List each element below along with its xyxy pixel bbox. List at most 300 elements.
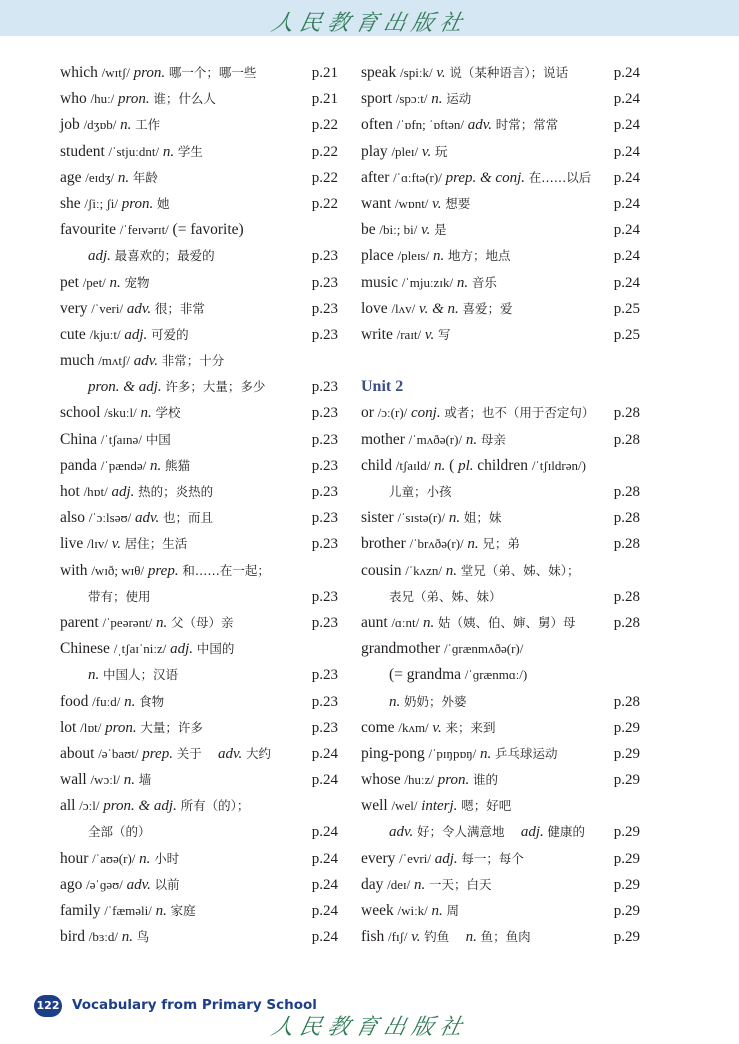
headword: mother — [361, 430, 405, 448]
headword: panda — [60, 456, 98, 474]
part-of-speech: v. — [432, 719, 442, 736]
definition: 关于 — [176, 745, 215, 761]
definition: 周 — [446, 903, 460, 918]
headword: sport — [361, 90, 392, 108]
vocab-entry — [361, 505, 640, 531]
definition: 兄；弟 — [482, 536, 520, 552]
definition: 学生 — [177, 143, 203, 159]
definition: 也；而且 — [163, 510, 214, 526]
vocab-entry — [361, 793, 640, 819]
vocab-entry — [361, 689, 640, 715]
definition: 父（母）亲 — [171, 614, 234, 630]
definition: 学校 — [155, 405, 181, 421]
vocab-entry — [60, 610, 338, 636]
headword: very — [60, 299, 88, 317]
part-of-speech: n. — [117, 169, 130, 186]
part-of-speech: adj. — [170, 641, 194, 658]
page-reference: p.22 — [311, 169, 338, 186]
headword: child — [361, 456, 392, 474]
page-reference: p.29 — [613, 745, 640, 762]
phonetic: /spɔːt/ — [395, 91, 428, 107]
footer-title: Vocabulary from Primary School — [72, 997, 317, 1013]
headword: (= grandma — [389, 666, 462, 684]
vocab-entry — [60, 898, 338, 924]
part-of-speech: prep. — [147, 562, 179, 579]
vocab-entry — [361, 86, 640, 112]
vocab-entry — [60, 531, 338, 557]
headword: well — [361, 797, 388, 815]
vocab-entry — [60, 322, 338, 348]
phonetic: /ɔːl/ — [79, 798, 100, 814]
part-of-speech: prep. & conj. — [445, 169, 525, 186]
publisher-logo-footer: 人民教育出版社 — [268, 1015, 471, 1040]
vocab-entry — [60, 689, 338, 715]
headword: favourite — [60, 221, 116, 239]
vocab-entry — [361, 60, 640, 86]
definition: 乒乓球运动 — [495, 745, 558, 761]
phonetic: /fuːd/ — [92, 693, 121, 709]
definition: 大量；许多 — [140, 719, 203, 735]
part-of-speech: adj. — [88, 248, 111, 265]
vocab-entry — [60, 662, 338, 688]
page-reference: p.29 — [613, 719, 640, 736]
definition: 许多；大量；多少 — [165, 379, 266, 395]
phonetic: /wɪtʃ/ — [101, 65, 130, 80]
headword: food — [60, 692, 89, 710]
vocab-entry — [60, 243, 338, 269]
definition: 说（某种语言）；说话 — [449, 65, 569, 80]
page-reference: p.24 — [311, 903, 338, 919]
vocab-entry — [361, 558, 640, 584]
page-reference: p.23 — [311, 536, 338, 553]
definition: 小时 — [154, 850, 180, 866]
definition: 墙 — [138, 772, 152, 788]
page-reference: p.23 — [311, 274, 338, 291]
headword: whose — [361, 771, 401, 789]
part-of-speech: adj. — [520, 824, 544, 841]
part-of-speech: n. — [150, 457, 162, 474]
page-reference: p.24 — [311, 876, 338, 893]
phonetic: /ˈɡrænmʌðə(r)/ — [443, 641, 524, 657]
phonetic: /pet/ — [82, 274, 106, 290]
page-reference: p.21 — [311, 65, 338, 81]
headword: who — [60, 90, 87, 108]
headword: speak — [361, 64, 397, 81]
phonetic: /wɔːl/ — [90, 772, 121, 788]
headword: play — [361, 142, 388, 160]
page-reference: p.23 — [311, 457, 338, 474]
definition: 姐；妹 — [463, 510, 502, 526]
part-of-speech: adv. — [133, 353, 159, 370]
part-of-speech: n. — [389, 693, 401, 710]
headword: grandmother — [361, 640, 441, 658]
part-of-speech: pron. — [118, 91, 150, 108]
headword: day — [361, 875, 384, 893]
vocab-entry — [60, 872, 338, 898]
part-of-speech: n. — [155, 903, 167, 919]
page-reference: p.23 — [311, 588, 338, 605]
definition: 一天；白天 — [429, 876, 492, 892]
phonetic: /huː/ — [90, 91, 115, 107]
page-reference: p.22 — [311, 117, 338, 134]
page-reference: p.29 — [613, 824, 640, 841]
headword: (= favorite) — [172, 221, 244, 239]
definition: 地方；地点 — [447, 248, 511, 264]
definition: 好；令人满意地 — [417, 824, 518, 840]
page-reference: p.23 — [311, 326, 338, 343]
definition: 表兄（弟、姊、妹） — [389, 588, 502, 604]
definition: 中国的 — [196, 641, 235, 657]
definition: 最喜欢的；最爱的 — [114, 248, 215, 264]
part-of-speech: adv. — [389, 824, 414, 841]
headword: be — [361, 221, 376, 239]
part-of-speech: adv. — [126, 876, 151, 893]
phonetic: /ˈbrʌðə(r)/ — [409, 536, 464, 552]
phonetic: /ˈpeərənt/ — [102, 614, 153, 630]
phonetic: /eɪdʒ/ — [85, 169, 115, 185]
phonetic: /pleɪs/ — [397, 248, 430, 264]
headword: love — [361, 299, 388, 317]
headword: age — [60, 168, 82, 186]
part-of-speech: n. — [465, 431, 478, 448]
phonetic: /kjuːt/ — [89, 326, 121, 342]
headword: job — [60, 116, 80, 134]
page-reference: p.23 — [311, 484, 338, 500]
part-of-speech: pron. — [133, 65, 166, 81]
unit-heading: Unit 2 — [361, 378, 404, 396]
vocab-entry — [60, 191, 338, 217]
definition: 奶奶；外婆 — [404, 693, 467, 709]
definition: 钓鱼 — [424, 929, 462, 945]
phonetic: /əˈbaʊt/ — [98, 745, 139, 761]
vocab-entry — [60, 636, 338, 662]
headword: she — [60, 194, 81, 212]
vocab-entry — [361, 741, 640, 767]
headword: with — [60, 561, 88, 579]
page-reference: p.23 — [311, 379, 338, 396]
phonetic: /fɪʃ/ — [388, 929, 408, 945]
headword: school — [60, 404, 101, 422]
vocab-entry — [361, 636, 640, 662]
vocab-entry — [60, 479, 338, 505]
vocab-entry — [60, 427, 338, 453]
part-of-speech: v. — [421, 143, 432, 160]
page-reference: p.24 — [311, 745, 338, 762]
part-of-speech: v. & n. — [419, 300, 459, 317]
headword: cousin — [361, 561, 402, 579]
phonetic: /ˈmʌðə(r)/ — [408, 431, 463, 447]
phonetic: /ˈstjuːdnt/ — [108, 143, 160, 159]
vocab-entry — [361, 165, 640, 191]
definition: 工作 — [135, 117, 161, 133]
vocab-entry — [361, 924, 640, 950]
definition: 运动 — [446, 91, 472, 107]
part-of-speech: prep. — [142, 745, 173, 762]
phonetic: /wɒnt/ — [394, 195, 429, 211]
page-reference: p.28 — [613, 510, 640, 527]
phonetic: /ˈpændə/ — [100, 457, 147, 473]
headword: student — [60, 142, 105, 160]
phonetic: /tʃaɪld/ — [395, 457, 431, 473]
headword: every — [361, 849, 396, 867]
vocab-entry — [361, 139, 640, 165]
part-of-speech: v. — [421, 222, 431, 239]
part-of-speech: n. — [434, 457, 446, 474]
phonetic: /ˈkʌzn/ — [405, 562, 443, 578]
page-reference: p.28 — [613, 693, 640, 710]
phonetic: /ˈtʃaɪnə/ — [100, 431, 142, 447]
vocab-entry — [60, 270, 338, 296]
definition: 热的；炎热的 — [138, 484, 214, 499]
definition: 写 — [437, 326, 451, 342]
headword: place — [361, 247, 394, 265]
part-of-speech: n. — [156, 614, 168, 631]
headword: live — [60, 535, 84, 553]
page-reference: p.28 — [613, 614, 640, 631]
definition: 鸟 — [136, 929, 150, 945]
headword: all — [60, 797, 76, 815]
headword: cute — [60, 325, 86, 343]
vocab-entry — [361, 767, 640, 793]
definition: 家庭 — [170, 903, 196, 918]
page-reference: p.24 — [613, 248, 640, 265]
headword: fish — [361, 928, 385, 946]
part-of-speech: interj. — [421, 798, 458, 815]
vocab-entry — [361, 322, 640, 348]
phonetic: /kʌm/ — [398, 719, 429, 735]
vocab-column-left — [60, 60, 338, 950]
page-reference: p.24 — [311, 824, 338, 841]
phonetic: /deɪ/ — [387, 876, 411, 892]
definition: 所有（的）； — [180, 798, 250, 814]
phonetic: /ˈveri/ — [91, 300, 124, 316]
phonetic: /ˈsɪstə(r)/ — [397, 510, 446, 526]
definition: 在……以后 — [528, 169, 592, 185]
definition: 非常；十分 — [161, 353, 225, 369]
page-reference: p.29 — [613, 929, 640, 946]
headword: Chinese — [60, 640, 110, 658]
part-of-speech: adv. — [218, 745, 243, 762]
section-heading — [361, 374, 640, 400]
page-reference: p.24 — [613, 65, 640, 81]
vocab-entry — [361, 872, 640, 898]
page-reference: p.22 — [311, 195, 338, 212]
headword: which — [60, 64, 98, 81]
definition: 居住；生活 — [124, 536, 188, 552]
page-reference: p.24 — [613, 195, 640, 212]
definition: 带有；使用 — [88, 588, 151, 604]
definition: 食物 — [139, 693, 165, 709]
phonetic: /ˈmjuːzɪk/ — [401, 274, 454, 290]
definition: 每一；每个 — [461, 850, 524, 866]
headword: China — [60, 430, 98, 448]
vocab-entry — [60, 924, 338, 950]
page-reference: p.23 — [311, 719, 338, 736]
page-reference: p.23 — [311, 693, 338, 710]
vocab-entry — [60, 139, 338, 165]
vocab-entry — [60, 296, 338, 322]
phonetic: /ˈɡrænmɑː/) — [464, 667, 528, 683]
definition: 健康的 — [547, 824, 585, 840]
page-reference: p.29 — [613, 903, 640, 919]
vocab-entry — [361, 846, 640, 872]
page-reference: p.28 — [613, 484, 640, 500]
headword: hour — [60, 849, 89, 867]
phonetic: /ˈɔːlsəʊ/ — [88, 510, 132, 526]
phonetic: /ˈɑːftə(r)/ — [393, 169, 442, 185]
definition: 是 — [434, 222, 447, 238]
part-of-speech: adj. — [111, 484, 135, 500]
headword: or — [361, 404, 374, 422]
headword: much — [60, 352, 95, 370]
vocab-entry — [361, 427, 640, 453]
phonetic: /lʌv/ — [391, 300, 416, 316]
vocab-entry — [361, 217, 640, 243]
headword: ago — [60, 875, 83, 893]
definition: 年龄 — [132, 169, 158, 185]
part-of-speech: n. — [432, 248, 445, 265]
headword: hot — [60, 483, 80, 500]
part-of-speech: n. — [422, 614, 435, 631]
headword: aunt — [361, 613, 388, 631]
vocab-entry — [60, 846, 338, 872]
definition: 谁；什么人 — [153, 91, 216, 107]
page-reference: p.24 — [613, 143, 640, 160]
page-reference: p.28 — [613, 405, 640, 422]
page-reference: p.24 — [613, 91, 640, 108]
part-of-speech: n. — [123, 772, 136, 789]
part-of-speech: n. — [140, 405, 152, 422]
definition: 谁的 — [473, 772, 499, 788]
headword: bird — [60, 928, 85, 946]
vocab-entry — [361, 898, 640, 924]
page-reference: p.24 — [613, 274, 640, 291]
phonetic: /lɪv/ — [87, 536, 108, 552]
phonetic: /əˈɡəʊ/ — [86, 876, 123, 892]
vocab-entry — [60, 165, 338, 191]
page-reference: p.25 — [613, 326, 640, 343]
part-of-speech: n. — [431, 903, 443, 919]
definition: 鱼；鱼肉 — [480, 929, 531, 945]
vocab-entry — [361, 479, 640, 505]
page-reference: p.23 — [311, 405, 338, 422]
vocab-entry — [60, 558, 338, 584]
vocab-entry — [60, 584, 338, 610]
headword: after — [361, 168, 390, 186]
vocab-entry — [60, 86, 338, 112]
part-of-speech: n. — [124, 693, 136, 710]
definition: 她 — [157, 195, 170, 211]
phonetic: /ʃiː; ʃi/ — [84, 195, 119, 211]
vocab-entry — [60, 374, 338, 400]
part-of-speech: adv. — [134, 510, 160, 527]
part-of-speech: conj. — [411, 405, 441, 422]
definition: 熊猫 — [165, 457, 191, 473]
page-number-badge: 122 — [34, 995, 62, 1017]
phonetic: /ˈfeɪvərɪt/ — [119, 222, 169, 238]
part-of-speech: v. — [432, 195, 442, 212]
part-of-speech: adv. — [126, 300, 152, 317]
part-of-speech: n. — [121, 929, 134, 946]
part-of-speech: n. — [456, 274, 469, 291]
part-of-speech: v. — [424, 326, 435, 343]
vocab-entry — [60, 767, 338, 793]
definition: 时常；常常 — [495, 117, 559, 133]
part-of-speech: n. — [480, 745, 492, 762]
part-of-speech: adj. — [434, 850, 458, 867]
phonetic: /biː; bi/ — [379, 222, 418, 238]
headword: brother — [361, 535, 406, 553]
headword: ( — [449, 456, 455, 474]
page-reference: p.21 — [311, 91, 338, 108]
phonetic: /dʒɒb/ — [83, 117, 117, 133]
phonetic: /lɒt/ — [80, 719, 102, 735]
page-reference: p.23 — [311, 510, 338, 527]
phonetic: /mʌtʃ/ — [98, 353, 130, 369]
page-reference: p.24 — [311, 929, 338, 946]
page-reference: p.25 — [613, 300, 640, 317]
headword: music — [361, 273, 399, 291]
phonetic: /ˈfæməli/ — [104, 903, 152, 918]
part-of-speech: n. — [120, 117, 132, 134]
headword: come — [361, 718, 395, 736]
definition: 母亲 — [480, 431, 506, 447]
headword: sister — [361, 509, 394, 527]
phonetic: /ɑːnt/ — [391, 614, 420, 630]
definition: 宠物 — [124, 274, 150, 290]
definition: 姑（姨、伯、婶、舅）母 — [437, 614, 576, 630]
definition: 中国 — [145, 431, 171, 447]
vocab-entry — [60, 112, 338, 138]
definition: 中国人；汉语 — [103, 667, 179, 683]
phonetic: /wiːk/ — [397, 903, 428, 918]
headword: often — [361, 116, 393, 134]
phonetic: /ˈaʊə(r)/ — [92, 850, 136, 866]
part-of-speech: v. — [436, 65, 446, 81]
vocab-entry — [361, 191, 640, 217]
phonetic: /spiːk/ — [400, 65, 433, 80]
phonetic: /ˈɒfn; ˈɒftən/ — [396, 117, 464, 133]
definition: 想要 — [445, 195, 471, 211]
vocab-entry — [60, 505, 338, 531]
phonetic: /ˈtʃɪldrən/) — [531, 457, 586, 473]
vocab-entry — [60, 793, 338, 819]
part-of-speech: adj. — [124, 326, 148, 343]
page-reference: p.24 — [613, 169, 640, 186]
page-reference: p.23 — [311, 248, 338, 265]
page-reference: p.28 — [613, 588, 640, 605]
part-of-speech: v. — [411, 929, 421, 946]
part-of-speech: n. — [445, 562, 458, 579]
phonetic: /wel/ — [391, 798, 418, 814]
vocab-entry — [361, 296, 640, 322]
definition: 来；来到 — [445, 719, 496, 735]
vocab-entry — [361, 531, 640, 557]
page-reference: p.29 — [613, 772, 640, 789]
headword: want — [361, 194, 392, 212]
headword: also — [60, 509, 85, 527]
vocab-entry — [60, 819, 338, 845]
part-of-speech: pron. & adj. — [88, 379, 162, 396]
definition: 音乐 — [471, 274, 497, 290]
vocab-entry — [361, 270, 640, 296]
vocab-entry — [60, 400, 338, 426]
vocab-entry — [60, 453, 338, 479]
phonetic: /ˈpɪŋpɒŋ/ — [428, 745, 477, 761]
headword: about — [60, 744, 95, 762]
part-of-speech: n. — [431, 91, 443, 108]
vocab-entry — [60, 60, 338, 86]
